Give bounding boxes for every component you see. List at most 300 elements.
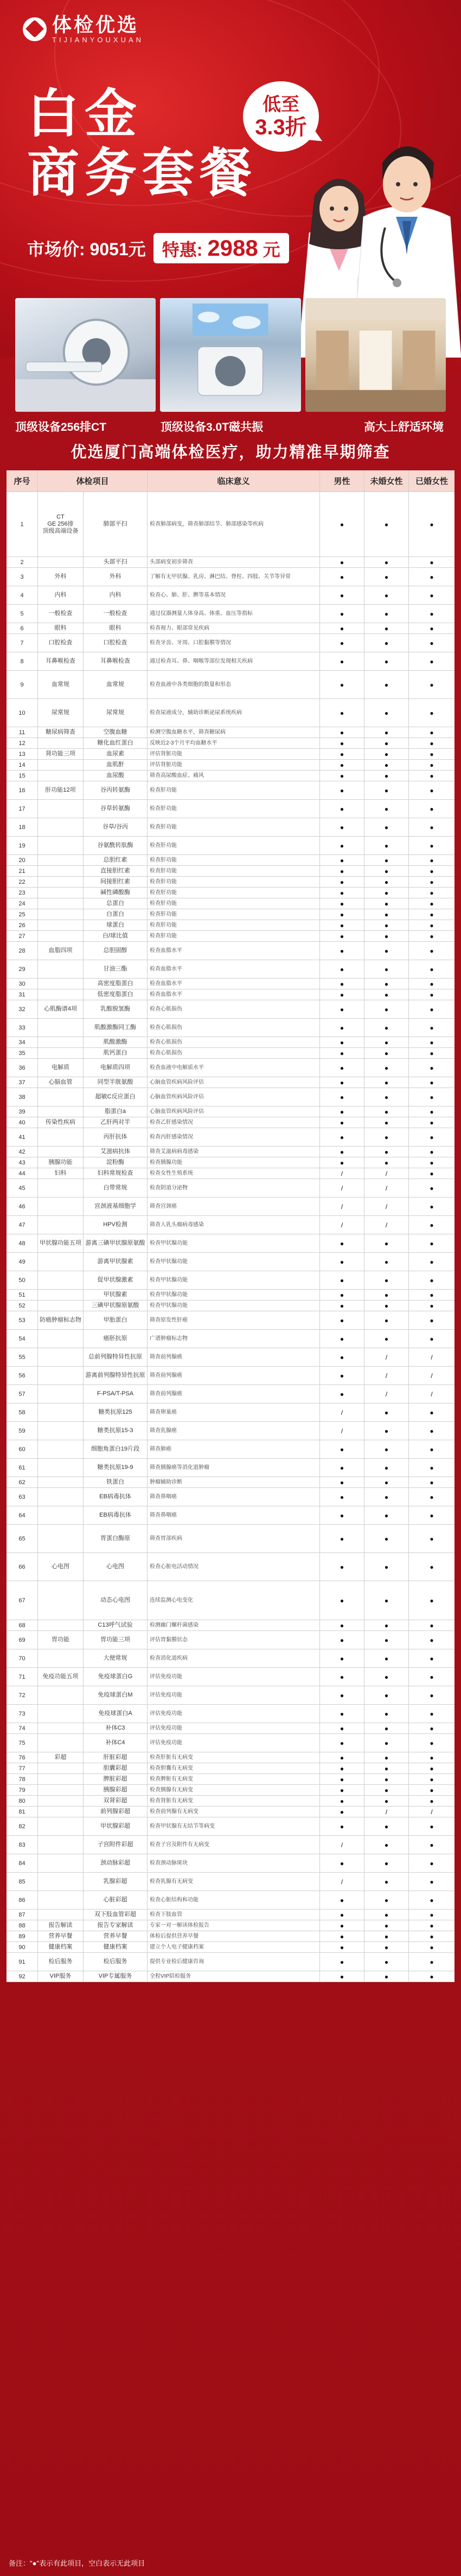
row-item: 尿常规 (84, 699, 148, 727)
row-meaning: 检查胆囊有无病变 (148, 1763, 320, 1774)
row-single-female: ● (364, 1752, 409, 1763)
row-meaning: 检查子宫及附件有无病变 (148, 1836, 320, 1854)
row-meaning: 通过检查耳、鼻、咽喉等部位发现相关疾病 (148, 652, 320, 671)
row-single-female: ● (364, 1440, 409, 1459)
row-item: 低密度脂蛋白 (84, 989, 148, 1000)
row-married-female: ● (409, 909, 454, 920)
row-married-female: ● (409, 1330, 454, 1348)
row-index: 49 (7, 1253, 38, 1271)
row-category (38, 1290, 84, 1300)
price-row (27, 233, 289, 263)
row-married-female: ● (409, 1106, 454, 1117)
row-meaning: 检查心肌损伤 (148, 1048, 320, 1059)
row-male: ● (320, 1705, 364, 1723)
row-married-female: ● (409, 1488, 454, 1506)
table-body (7, 492, 454, 1982)
row-index: 20 (7, 855, 38, 866)
row-item: 游离前列腺特异性抗原 (84, 1367, 148, 1385)
row-item: 耳鼻喉检查 (84, 652, 148, 671)
row-married-female: ● (409, 920, 454, 931)
table-row (7, 1854, 454, 1873)
row-male: ● (320, 1117, 364, 1128)
row-category (38, 1422, 84, 1440)
row-single-female: ● (364, 1117, 409, 1128)
row-married-female: ● (409, 1649, 454, 1668)
row-meaning: 检查甲状腺功能 (148, 1290, 320, 1300)
row-category (38, 1271, 84, 1290)
row-item: 球蛋白 (84, 920, 148, 931)
row-male: ● (320, 1440, 364, 1459)
table-row (7, 1403, 454, 1422)
photo-caption-mri: 顶级设备3.0T磁共振 (161, 421, 264, 433)
row-meaning: 检查心肌损伤 (148, 1000, 320, 1019)
row-male: ● (320, 568, 364, 586)
table-row (7, 1705, 454, 1723)
table-row (7, 1723, 454, 1734)
row-meaning: 检查乙肝感染情况 (148, 1117, 320, 1128)
table-row (7, 1253, 454, 1271)
row-married-female: ● (409, 1763, 454, 1774)
table-row (7, 1128, 454, 1147)
row-index: 67 (7, 1581, 38, 1620)
row-single-female: ● (364, 1649, 409, 1668)
table-row (7, 1440, 454, 1459)
table-row (7, 623, 454, 634)
row-married-female: ● (409, 586, 454, 605)
row-male: ● (320, 1077, 364, 1088)
row-meaning: 评估免疫功能 (148, 1705, 320, 1723)
table-row (7, 1037, 454, 1048)
row-married-female: ● (409, 1179, 454, 1198)
row-meaning: 检查血脂水平 (148, 979, 320, 989)
table-row (7, 1953, 454, 1971)
row-item: VIP专属服务 (84, 1971, 148, 1982)
row-married-female: ● (409, 738, 454, 749)
row-index: 48 (7, 1234, 38, 1253)
row-index: 7 (7, 634, 38, 652)
table-row (7, 920, 454, 931)
row-married-female: ● (409, 1059, 454, 1077)
row-single-female: ● (364, 1488, 409, 1506)
mri-photo[interactable] (160, 298, 300, 412)
table-row (7, 652, 454, 671)
row-item: 脾脏彩超 (84, 1774, 148, 1785)
row-meaning: 检测空腹血糖水平，筛查糖尿病 (148, 727, 320, 738)
row-category (38, 771, 84, 781)
row-meaning: 检查肝功能 (148, 920, 320, 931)
row-single-female: ● (364, 1300, 409, 1311)
row-item: 铁蛋白 (84, 1477, 148, 1488)
row-item: 细胞角蛋白19片段 (84, 1440, 148, 1459)
row-meaning: 检查血液中各类细胞的数量和形态 (148, 671, 320, 699)
row-meaning: 检查血脂水平 (148, 942, 320, 960)
row-item: 胃功能三项 (84, 1631, 148, 1649)
row-married-female: ● (409, 1971, 454, 1982)
row-meaning: 检查甲状腺有无结节等病变 (148, 1817, 320, 1836)
row-item: 血常规 (84, 671, 148, 699)
row-single-female: / (364, 1179, 409, 1198)
row-male: ● (320, 781, 364, 800)
row-male: ● (320, 800, 364, 818)
row-married-female: ● (409, 1581, 454, 1620)
row-meaning: 评估免疫功能 (148, 1723, 320, 1734)
row-index: 14 (7, 760, 38, 771)
row-index: 3 (7, 568, 38, 586)
row-item: 免疫球蛋白M (84, 1686, 148, 1705)
row-single-female: ● (364, 800, 409, 818)
table-row (7, 1106, 454, 1117)
row-male: ● (320, 1649, 364, 1668)
row-male: ● (320, 492, 364, 557)
row-meaning: 头部病变初步筛查 (148, 557, 320, 568)
row-male: ● (320, 1106, 364, 1117)
table-row (7, 1330, 454, 1348)
row-index: 10 (7, 699, 38, 727)
row-meaning: 检查肝功能 (148, 855, 320, 866)
row-item: 游离三碘甲状腺原氨酸 (84, 1234, 148, 1253)
row-index: 45 (7, 1179, 38, 1198)
row-category: 心肌酶谱4项 (38, 1000, 84, 1019)
ct-photo[interactable] (15, 298, 156, 412)
row-category (38, 1253, 84, 1271)
row-index: 30 (7, 979, 38, 989)
row-male: ● (320, 738, 364, 749)
row-male: ● (320, 942, 364, 960)
row-index: 40 (7, 1117, 38, 1128)
row-meaning: 检查女性生殖系统 (148, 1168, 320, 1179)
row-meaning: 检查心脏结构和功能 (148, 1891, 320, 1910)
table-row (7, 1873, 454, 1891)
row-item: F-PSA/T-PSA (84, 1385, 148, 1403)
row-item: 脂蛋白a (84, 1106, 148, 1117)
row-index: 2 (7, 557, 38, 568)
row-meaning: 心脑血管疾病风险评估 (148, 1088, 320, 1106)
row-single-female: ● (364, 837, 409, 855)
row-married-female: ● (409, 1088, 454, 1106)
row-single-female: ● (364, 931, 409, 942)
row-single-female: ● (364, 877, 409, 888)
row-item: 心脏彩超 (84, 1891, 148, 1910)
row-index: 12 (7, 738, 38, 749)
row-meaning: 检查心脏电活动情况 (148, 1553, 320, 1581)
row-item: 补体C3 (84, 1723, 148, 1734)
row-category: 彩超 (38, 1752, 84, 1763)
special-price-box (153, 233, 289, 263)
row-meaning: 连续监测心电变化 (148, 1581, 320, 1620)
row-male: ● (320, 1037, 364, 1048)
row-meaning: 筛查胰腺癌等消化道肿瘤 (148, 1459, 320, 1477)
row-meaning: 检查肝功能 (148, 818, 320, 837)
row-male: ● (320, 1631, 364, 1649)
row-index: 83 (7, 1836, 38, 1854)
row-item: 外科 (84, 568, 148, 586)
row-item: 肌钙蛋白 (84, 1048, 148, 1059)
row-married-female: ● (409, 1920, 454, 1931)
table-row (7, 586, 454, 605)
row-meaning: 筛查肺癌 (148, 1440, 320, 1459)
row-item: 口腔检查 (84, 634, 148, 652)
lobby-icon (305, 298, 446, 412)
row-meaning: 检查丙肝感染情况 (148, 1128, 320, 1147)
table-row (7, 1910, 454, 1920)
row-male: ● (320, 1525, 364, 1553)
row-married-female: / (409, 1348, 454, 1367)
environment-photo[interactable] (305, 298, 446, 412)
row-single-female: ● (364, 1796, 409, 1807)
row-item: 妇科常规检查 (84, 1168, 148, 1179)
row-item: 宫颈液基细胞学 (84, 1198, 148, 1216)
table-row (7, 1942, 454, 1953)
row-married-female: ● (409, 699, 454, 727)
ct-machine-icon (15, 298, 156, 412)
row-category (38, 1649, 84, 1668)
row-index: 34 (7, 1037, 38, 1048)
row-meaning: 心脑血管疾病风险评估 (148, 1077, 320, 1088)
table-row (7, 727, 454, 738)
row-item: 颈动脉彩超 (84, 1854, 148, 1873)
row-male: / (320, 1403, 364, 1422)
row-married-female: ● (409, 760, 454, 771)
row-category (38, 1385, 84, 1403)
row-meaning: 反映近2-3个月平均血糖水平 (148, 738, 320, 749)
row-item: 双下肢血管彩超 (84, 1910, 148, 1920)
row-single-female: ● (364, 1854, 409, 1873)
row-index: 72 (7, 1686, 38, 1705)
row-index: 71 (7, 1668, 38, 1686)
row-item: 淀粉酶 (84, 1157, 148, 1168)
row-item: 肺部平扫 (84, 492, 148, 557)
row-male: ● (320, 1752, 364, 1763)
row-meaning: 检查甲状腺功能 (148, 1234, 320, 1253)
row-meaning: 评估免疫功能 (148, 1668, 320, 1686)
table-row (7, 837, 454, 855)
row-single-female: ● (364, 1403, 409, 1422)
row-married-female: ● (409, 866, 454, 877)
row-item: 大便常规 (84, 1649, 148, 1668)
row-single-female: ● (364, 1422, 409, 1440)
table-row (7, 942, 454, 960)
row-item: 甘油三酯 (84, 960, 148, 979)
row-married-female: ● (409, 1891, 454, 1910)
row-item: 超敏C反应蛋白 (84, 1088, 148, 1106)
row-married-female: / (409, 1367, 454, 1385)
row-male: ● (320, 1817, 364, 1836)
row-married-female: ● (409, 1198, 454, 1216)
row-male: ● (320, 771, 364, 781)
row-married-female: ● (409, 623, 454, 634)
row-meaning: 筛查胃部疾病 (148, 1525, 320, 1553)
row-married-female: ● (409, 1953, 454, 1971)
row-single-female: ● (364, 1785, 409, 1796)
row-index: 35 (7, 1048, 38, 1059)
table-row (7, 1385, 454, 1403)
row-index: 88 (7, 1920, 38, 1931)
row-meaning: 肿瘤辅助诊断 (148, 1477, 320, 1488)
table-row (7, 1774, 454, 1785)
row-index: 9 (7, 671, 38, 699)
table-row (7, 1000, 454, 1019)
table-header (7, 470, 454, 492)
row-item: 丙肝抗体 (84, 1128, 148, 1147)
row-category (38, 1734, 84, 1752)
row-married-female: ● (409, 1459, 454, 1477)
row-item: 胰腺彩超 (84, 1785, 148, 1796)
row-male: ● (320, 1620, 364, 1631)
row-single-female: ● (364, 1763, 409, 1774)
table-row (7, 557, 454, 568)
row-category (38, 1836, 84, 1854)
row-single-female: ● (364, 1059, 409, 1077)
row-index: 36 (7, 1059, 38, 1077)
row-meaning: 检测幽门螺杆菌感染 (148, 1620, 320, 1631)
row-married-female: ● (409, 1157, 454, 1168)
row-index: 25 (7, 909, 38, 920)
row-meaning: 评估肾脏功能 (148, 760, 320, 771)
table-row (7, 1088, 454, 1106)
table-row (7, 1300, 454, 1311)
row-single-female: / (364, 1168, 409, 1179)
table-row (7, 1179, 454, 1198)
table-row (7, 888, 454, 898)
row-single-female: / (364, 1216, 409, 1234)
row-single-female: ● (364, 557, 409, 568)
row-married-female: ● (409, 1553, 454, 1581)
row-category (38, 931, 84, 942)
row-single-female: ● (364, 888, 409, 898)
row-category (38, 1581, 84, 1620)
row-index: 90 (7, 1942, 38, 1953)
row-male: ● (320, 1019, 364, 1037)
row-single-female: ● (364, 1290, 409, 1300)
row-category (38, 855, 84, 866)
row-male: ● (320, 1271, 364, 1290)
table-row (7, 1734, 454, 1752)
market-price: 市场价: 9051元 (27, 240, 146, 259)
row-category: 口腔检查 (38, 634, 84, 652)
row-single-female: ● (364, 1477, 409, 1488)
row-married-female: ● (409, 1077, 454, 1088)
row-male: ● (320, 818, 364, 837)
row-category (38, 1910, 84, 1920)
table-row (7, 671, 454, 699)
row-male: ● (320, 898, 364, 909)
row-single-female: ● (364, 818, 409, 837)
row-single-female: ● (364, 1971, 409, 1982)
row-married-female: ● (409, 1403, 454, 1422)
row-married-female: ● (409, 1019, 454, 1037)
row-index: 8 (7, 652, 38, 671)
table-row (7, 1920, 454, 1931)
row-married-female: ● (409, 1271, 454, 1290)
row-index: 70 (7, 1649, 38, 1668)
row-item: C13呼气试验 (84, 1620, 148, 1631)
row-meaning: 提供专业检后健康咨询 (148, 1953, 320, 1971)
row-male: ● (320, 1910, 364, 1920)
row-category (38, 877, 84, 888)
row-married-female: ● (409, 1942, 454, 1953)
row-meaning: 筛查原发性肝癌 (148, 1311, 320, 1330)
row-married-female: ● (409, 1796, 454, 1807)
row-item: 胃蛋白酶原 (84, 1525, 148, 1553)
row-married-female: ● (409, 1117, 454, 1128)
row-category (38, 1785, 84, 1796)
table-row (7, 989, 454, 1000)
row-category (38, 1620, 84, 1631)
row-index: 23 (7, 888, 38, 898)
row-category: 防癌肿瘤标志物 (38, 1311, 84, 1330)
table-row (7, 1668, 454, 1686)
row-index: 55 (7, 1348, 38, 1367)
table-row (7, 818, 454, 837)
table-row (7, 1785, 454, 1796)
row-item: 肝脏彩超 (84, 1752, 148, 1763)
facility-photos (15, 298, 446, 444)
table-row (7, 1506, 454, 1525)
row-single-female: ● (364, 760, 409, 771)
row-married-female: ● (409, 1037, 454, 1048)
row-married-female: ● (409, 1048, 454, 1059)
row-single-female: ● (364, 1088, 409, 1106)
row-item: 癌胚抗原 (84, 1330, 148, 1348)
row-male: ● (320, 1971, 364, 1982)
row-married-female: ● (409, 1290, 454, 1300)
row-married-female: ● (409, 1147, 454, 1157)
row-married-female: ● (409, 1631, 454, 1649)
row-male: ● (320, 1477, 364, 1488)
row-category (38, 1477, 84, 1488)
row-category: 胰腺功能 (38, 1157, 84, 1168)
table-footnote: 备注："●"表示有此项目，空白表示无此项目 (9, 2559, 145, 2567)
row-index: 62 (7, 1477, 38, 1488)
row-single-female: ● (364, 1953, 409, 1971)
row-category: 内科 (38, 586, 84, 605)
row-index: 69 (7, 1631, 38, 1649)
row-meaning: 检查心肌损伤 (148, 1019, 320, 1037)
row-meaning: 筛查宫颈癌 (148, 1198, 320, 1216)
row-index: 76 (7, 1752, 38, 1763)
row-married-female: / (409, 1385, 454, 1403)
row-meaning: 检查肝功能 (148, 888, 320, 898)
row-married-female: ● (409, 1836, 454, 1854)
row-single-female: ● (364, 727, 409, 738)
brand-logo[interactable] (23, 14, 144, 44)
row-single-female: ● (364, 623, 409, 634)
row-category: 电解质 (38, 1059, 84, 1077)
row-category (38, 1088, 84, 1106)
row-category (38, 1525, 84, 1553)
table-row (7, 855, 454, 866)
row-married-female: ● (409, 1506, 454, 1525)
row-male: ● (320, 1942, 364, 1953)
row-meaning: 检查前列腺有无病变 (148, 1807, 320, 1817)
row-index: 63 (7, 1488, 38, 1506)
table-row (7, 1477, 454, 1488)
row-male: ● (320, 1000, 364, 1019)
row-single-female: / (364, 1198, 409, 1216)
table-row (7, 749, 454, 760)
row-item: 免疫球蛋白A (84, 1705, 148, 1723)
row-category: 耳鼻喉检查 (38, 652, 84, 671)
row-meaning: 全程VIP陪检服务 (148, 1971, 320, 1982)
table-row (7, 760, 454, 771)
row-male: ● (320, 1157, 364, 1168)
row-index: 81 (7, 1807, 38, 1817)
row-category (38, 1128, 84, 1147)
table-row (7, 866, 454, 877)
row-item: 血尿酸 (84, 771, 148, 781)
row-male: / (320, 1873, 364, 1891)
row-index: 17 (7, 800, 38, 818)
